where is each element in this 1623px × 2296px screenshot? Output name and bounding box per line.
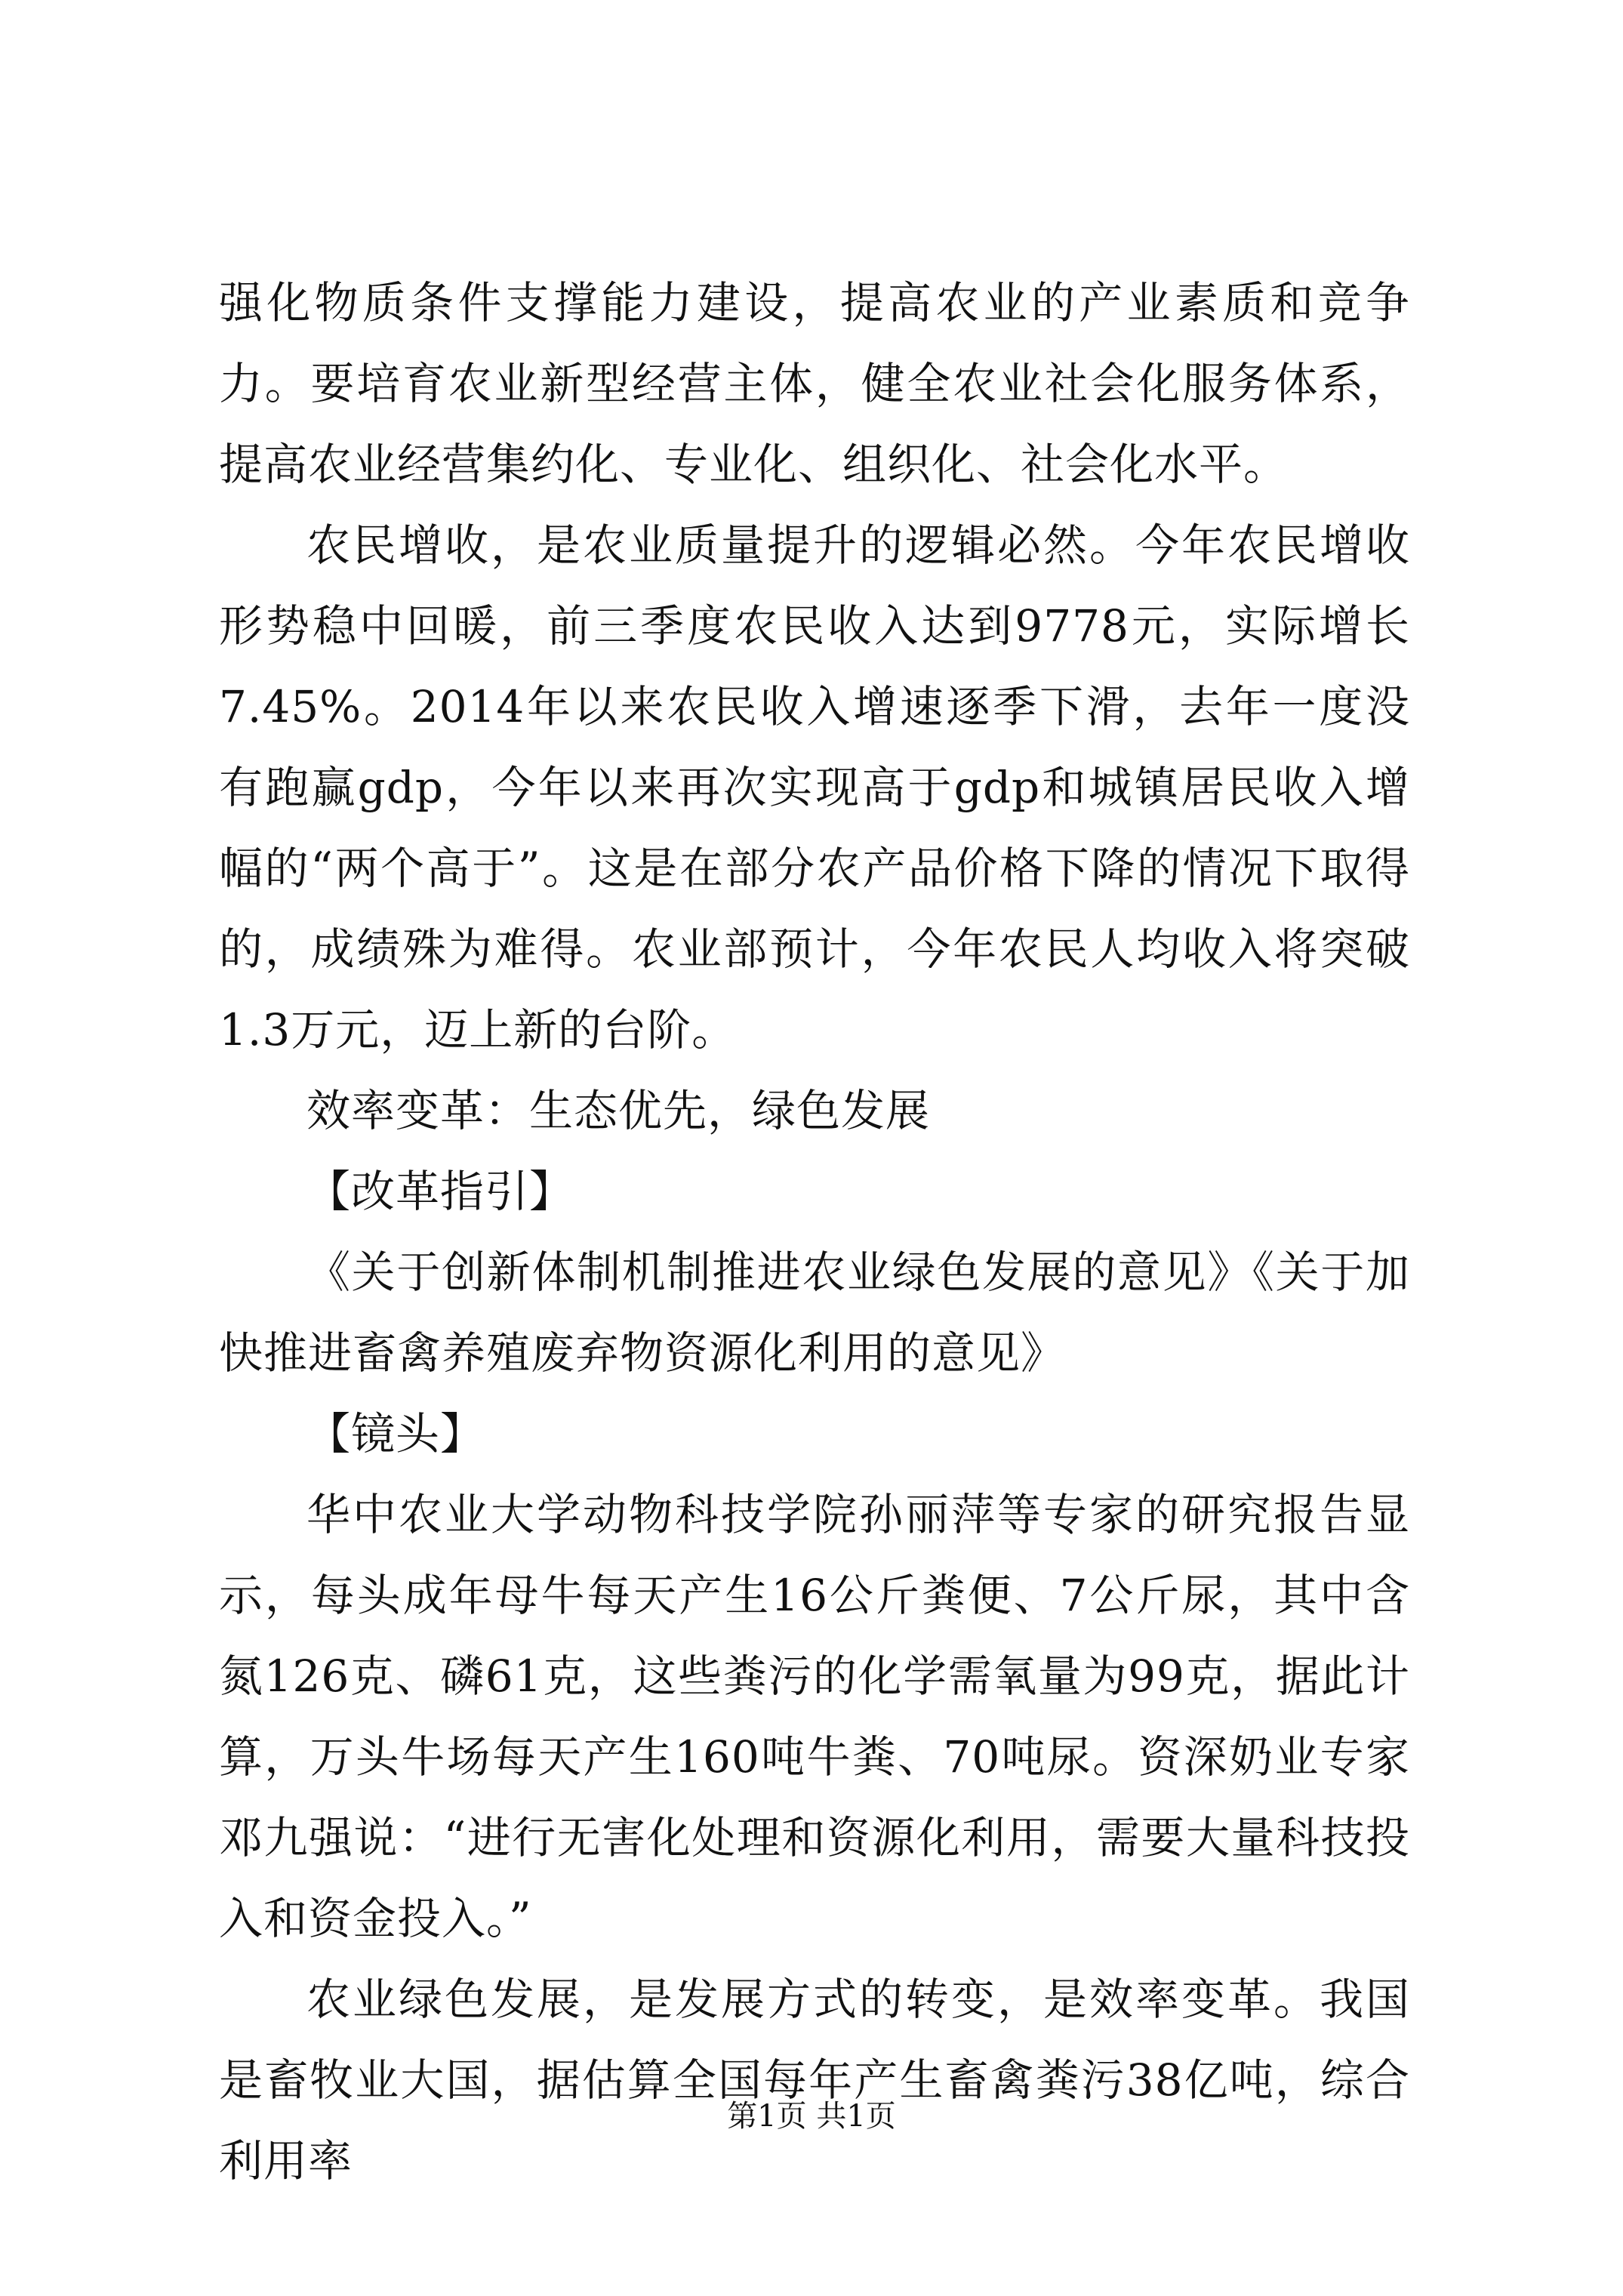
subheading-lens: 【镜头】: [306, 1408, 485, 1459]
document-body: [219, 263, 1410, 2202]
page-footer: 第1页 共1页: [727, 2099, 896, 2134]
paragraph-continuation: 强化物质条件支撑能力建设，提高农业的产业素质和竞争力。要培育农业新型经营主体，健全农业社会化服务体系，提高农业经营集约化、专业化、组织化、社会化水平。: [219, 277, 1410, 490]
paragraph-green-development: 农业绿色发展，是发展方式的转变，是效率变革。我国是畜牧业大国，据估算全国每年产生畜禽粪污38亿吨，综合利用率: [219, 1974, 1410, 2187]
paragraph-farmer-income: 农民增收，是农业质量提升的逻辑必然。今年农民增收形势稳中回暖，前三季度农民收入达到9778元，实际增长7.45%。2014年以来农民收入增速逐季下滑，去年一度没有跑赢gdp，今年以来再次实现高于gdp和城镇居民收入增幅的“两个高于”。这是在部分农产品价格下降的情况下取得的，成绩殊为难得。农业部预计，今年农民人均收入将突破1.3万元，迈上新的台阶。: [219, 519, 1410, 1056]
paragraph-research-report: 华中农业大学动物科技学院孙丽萍等专家的研究报告显示，每头成年母牛每天产生16公斤粪便、7公斤尿，其中含氮126克、磷61克，这些粪污的化学需氧量为99克，据此计算，万头牛场每天产生160吨牛粪、70吨尿。资深奶业专家邓九强说：“进行无害化处理和资源化利用，需要大量科技投入和资金投入。”: [219, 1489, 1410, 1944]
paragraph-policy-documents: 《关于创新体制机制推进农业绿色发展的意见》《关于加快推进畜禽养殖废弃物资源化利用的意见》: [219, 1247, 1410, 1379]
subheading-reform-guide: 【改革指引】: [306, 1166, 574, 1217]
section-heading-efficiency-reform: 效率变革：生态优先，绿色发展: [306, 1085, 931, 1136]
